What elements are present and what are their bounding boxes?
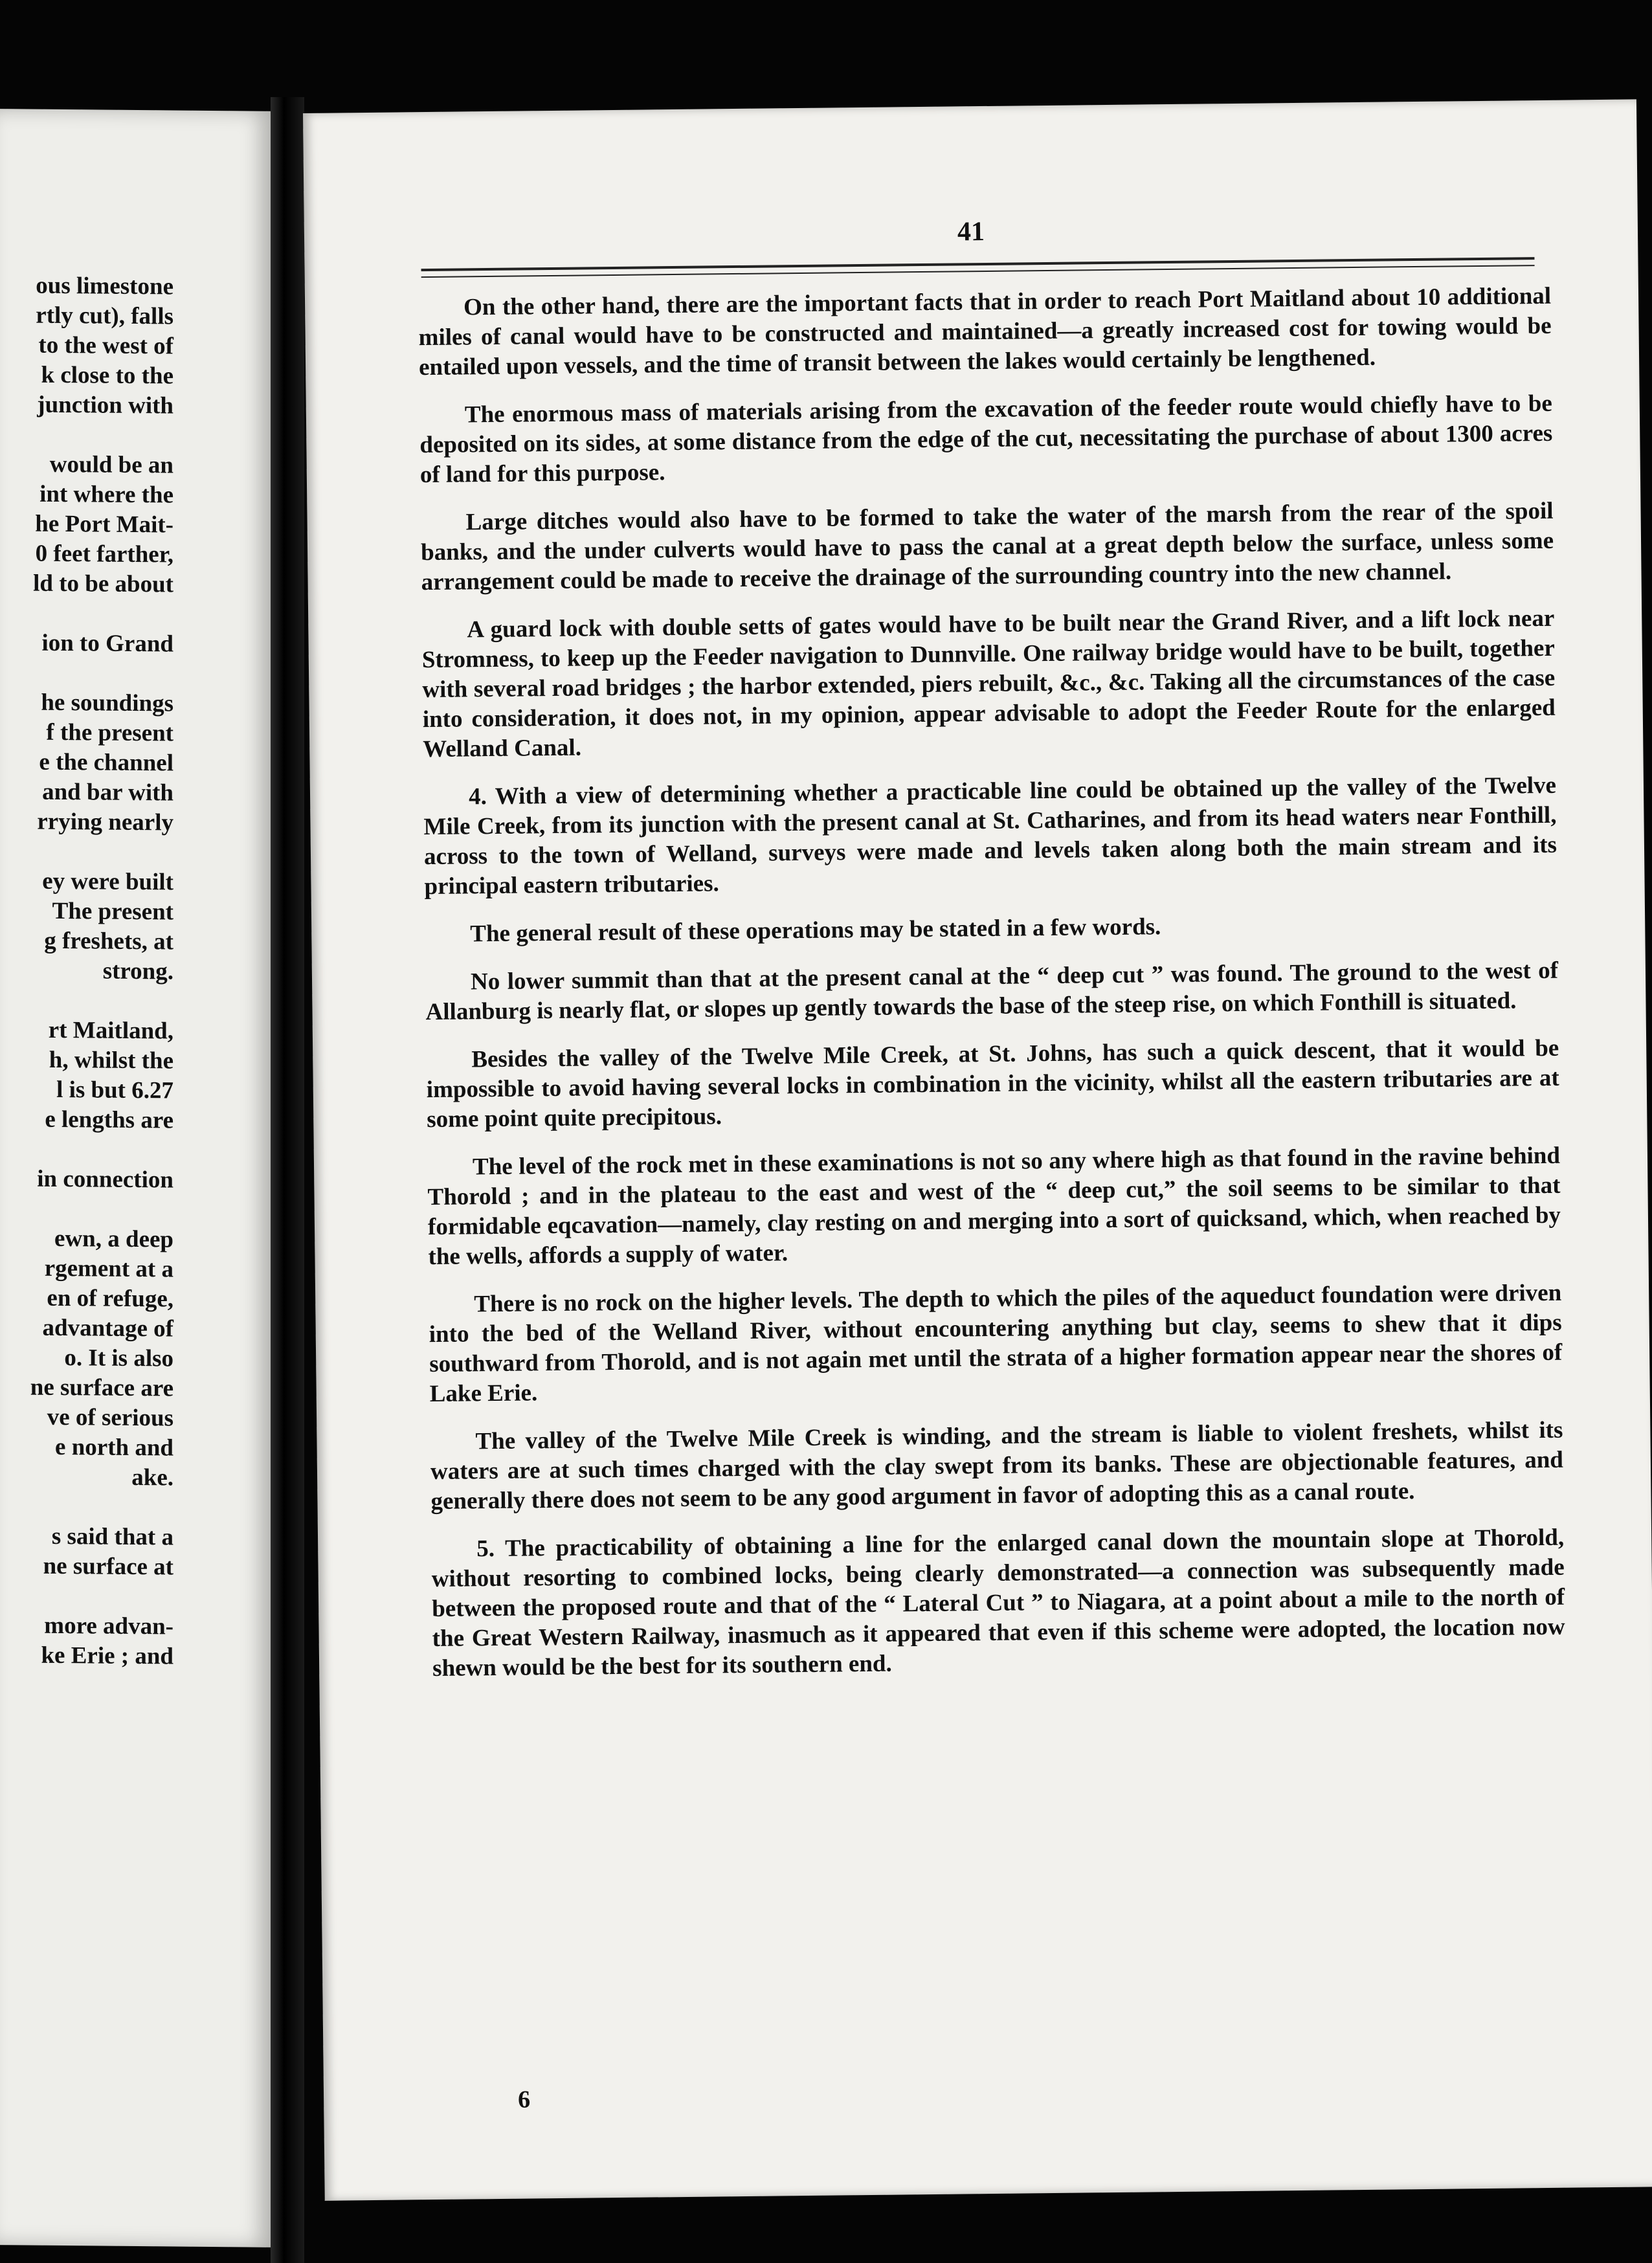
left-page-line	[0, 1491, 173, 1522]
left-page-line: e north and	[55, 1433, 173, 1462]
book-gutter	[271, 97, 304, 2263]
left-page-line: h, whilst the	[49, 1046, 173, 1075]
left-page-line: rtly cut), falls	[36, 302, 173, 330]
left-page-line: The present	[52, 897, 173, 926]
left-page-line: ake.	[131, 1464, 173, 1491]
left-page-line: ey were built	[42, 867, 173, 896]
left-page-line: en of refuge,	[47, 1284, 173, 1313]
left-page-line: ion to Grand	[41, 629, 173, 658]
left-page-line: in connection	[37, 1165, 173, 1194]
left-page-line: 0 feet farther,	[35, 540, 173, 568]
paragraph: The level of the rock met in these examinations is not so any where high as that found in the ravine behind Thorold ; and in the plateau to the east and west of the “ deep cut,” the soil seems to be similar to that formidable eqcavation—namely, clay resting on and merging into a sort of quicksand, which, when reached by the wells, affords a supply of water.	[427, 1142, 1561, 1271]
paragraph: 5. The practicability of obtaining a line for the enlarged canal down the mountain slope at Thorold, without resorting to combined locks, being clearly demonstrated—a connection was subsequently made between the proposed route and that of the “ Lateral Cut ” to Niagara, at a point about a mile to the north of the Great Western Railway, inasmuch as it appeared that even if this scheme were adopted, the location now shewn would be the best for its southern end.	[431, 1524, 1565, 1682]
left-page-line: ewn, a deep	[54, 1225, 173, 1253]
paragraph: Besides the valley of the Twelve Mile Creek, at St. Johns, has such a quick descent, that it would be impossible to avoid having several locks in combination in the vicinity, whilst all the eastern tributaries are at some point quite precipitous.	[426, 1034, 1559, 1133]
paragraph: No lower summit than that at the present canal at the “ deep cut ” was found. The ground to the west of Allanburg is nearly flat, or slopes up gently towards the base of the steep rise, on which Fonthill is situated.	[425, 957, 1559, 1026]
paragraph: There is no rock on the higher levels. The depth to which the piles of the aqueduct foundation were driven into the bed of the Welland River, without encountering anything but clay, seems to shew that it dips southward from Thorold, and is not again met until the strata of a higher formation appear near the shores of Lake Erie.	[429, 1279, 1563, 1408]
signature-number: 6	[517, 2086, 531, 2113]
left-page-line	[0, 419, 173, 451]
left-page	[0, 109, 272, 2247]
left-page-line: strong.	[102, 957, 173, 985]
left-page-line	[0, 598, 173, 629]
left-page-line: k close to the	[41, 361, 173, 390]
left-page-line: rt Maitland,	[48, 1016, 173, 1045]
paragraph: 4. With a view of determining whether a practicable line could be obtained up the valley of the Twelve Mile Creek, from its junction with the present canal at St. Catharines, and from its head waters near Fonthill, across to the town of Welland, surveys were made and levels taken along both the main stream and its principal eastern tributaries.	[423, 772, 1557, 900]
left-page-line: ve of serious	[47, 1403, 173, 1432]
left-page-line: s said that a	[51, 1522, 173, 1551]
left-page-line: advantage of	[42, 1314, 173, 1343]
left-page-line	[0, 1194, 173, 1225]
left-page-line: to the west of	[38, 331, 173, 360]
left-page-line: f the present	[46, 719, 173, 747]
paragraph: The valley of the Twelve Mile Creek is winding, and the stream is liable to violent freshets, whilst its waters are at such times charged with the clay swept from its banks. These are objectionable features, and generally there does not seem to be any good argument in favor of adopting this as a canal route.	[430, 1416, 1564, 1515]
left-page-text	[0, 271, 173, 1671]
paragraph: The enormous mass of materials arising from the excavation of the feeder route would chiefly have to be deposited on its sides, at some distance from the edge of the cut, necessitating the purchase of about 1300 acres of land for this purpose.	[419, 390, 1553, 489]
paragraph: Large ditches would also have to be formed to take the water of the marsh from the rear of the spoil banks, and the under culverts would have to pass the canal at a great depth below the surface, unless some arrangement could be made to receive the drainage of the surrounding country into the new channel.	[420, 497, 1554, 596]
left-page-line	[0, 836, 173, 867]
left-page-line: he soundings	[41, 689, 173, 717]
paragraph: On the other hand, there are the important facts that in order to reach Port Maitland about 10 additional miles of canal would have to be constructed and maintained—a greatly increased cost for towing would be entailed upon vessels, and the time of transit between the lakes would certainly be lengthened.	[418, 282, 1552, 381]
left-page-line: and bar with	[42, 778, 173, 807]
paragraph: A guard lock with double setts of gates would have to be built near the Grand River, and a lift lock near Stromness, to keep up the Feeder navigation to Dunnville. One railway bridge would have to be built, together with several road bridges ; the harbor extended, piers rebuilt, &c., &c. Taking all the circumstances of the case into consideration, it does not, in my opinion, appear advisable to adopt the Feeder Route for the enlarged Welland Canal.	[421, 605, 1556, 763]
left-page-line: int where the	[39, 480, 173, 509]
page-number: 41	[957, 216, 985, 247]
left-page-line: ld to be about	[33, 570, 173, 598]
right-page	[303, 99, 1652, 2200]
left-page-line	[0, 1581, 173, 1612]
left-page-line: rgement at a	[44, 1254, 173, 1283]
left-page-line: would be an	[49, 451, 173, 479]
left-page-line	[0, 1134, 173, 1165]
body-text	[418, 282, 1566, 1702]
left-page-line: ne surface are	[30, 1374, 173, 1402]
left-page-line	[0, 658, 173, 689]
left-page-line: rrying nearly	[37, 808, 173, 836]
header-rule	[421, 257, 1535, 278]
left-page-line: more advan-	[44, 1612, 173, 1640]
left-page-line: he Port Mait-	[35, 510, 173, 539]
left-page-line: junction with	[37, 391, 173, 419]
left-page-line: ne surface at	[43, 1552, 173, 1581]
left-page-line: e the channel	[39, 748, 173, 777]
left-page-line: ous limestone	[36, 272, 173, 300]
left-page-line: g freshets, at	[44, 927, 173, 955]
left-page-line: ke Erie ; and	[41, 1642, 173, 1670]
left-page-line	[0, 985, 173, 1016]
left-page-line: o. It is also	[64, 1344, 173, 1372]
left-page-line: e lengths are	[45, 1106, 173, 1134]
paragraph: The general result of these operations may be stated in a few words.	[470, 913, 1161, 948]
left-page-line: l is but 6.27	[56, 1076, 173, 1104]
